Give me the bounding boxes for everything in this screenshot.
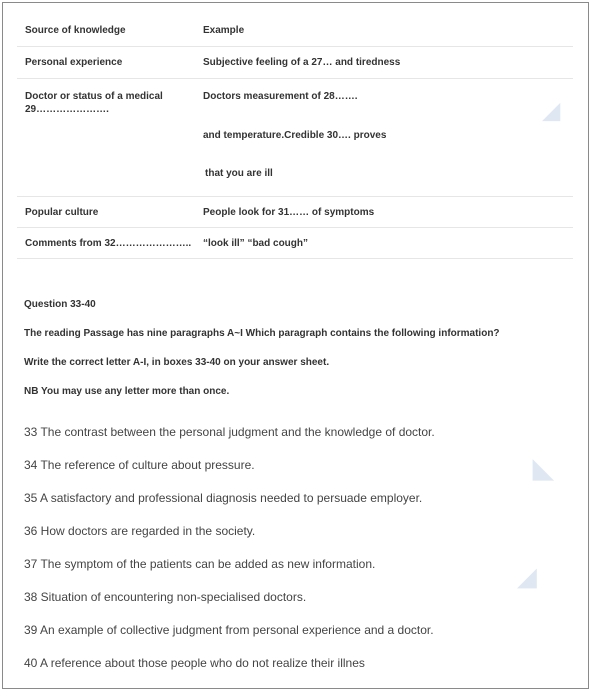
table-cell [17, 91, 203, 115]
list-item: 33 The contrast between the personal judgment and the knowledge of doctor. [24, 425, 435, 439]
list-item: 40 A reference about those people who do not realize their illnes [24, 656, 365, 670]
table-cell: Popular culture [25, 206, 99, 218]
watermark-logo: ◢ [543, 98, 560, 123]
cell-line: and temperature.Credible 30…. proves [203, 130, 387, 141]
question-instructions [24, 299, 584, 415]
table-row [17, 79, 573, 197]
list-item: 36 How doctors are regarded in the society. [24, 524, 256, 538]
table-row [17, 47, 573, 79]
cell-line: that you are ill [205, 168, 273, 179]
table-cell: People look for 31…… of symptoms [203, 206, 375, 218]
cell-line: Doctors measurement of 28……. [203, 91, 358, 102]
list-item: 35 A satisfactory and professional diagnosis needed to persuade employer. [24, 491, 423, 505]
instruction-line: Write the correct letter A-I, in boxes 33-40 on your answer sheet. [24, 357, 330, 368]
table-cell [203, 91, 573, 179]
table-cell: Subjective feeling of a 27… and tiredness [203, 57, 401, 68]
table-row [17, 228, 573, 259]
knowledge-table [17, 15, 573, 259]
table-header-source: Source of knowledge [25, 25, 126, 36]
table-cell: “look ill” “bad cough” [203, 237, 308, 249]
gap-29: 29…………………. [25, 104, 109, 115]
question-list [24, 425, 584, 689]
table-row [17, 197, 573, 228]
table-header-row [17, 15, 573, 47]
list-item: 39 An example of collective judgment from personal experience and a doctor. [24, 623, 434, 637]
table-cell: Comments from 32………………….. [25, 237, 192, 249]
question-heading: Question 33-40 [24, 299, 96, 310]
instruction-line: NB You may use any letter more than once. [24, 386, 230, 397]
cell-line: Doctor or status of a medical [25, 91, 163, 102]
instruction-line: The reading Passage has nine paragraphs A~I Which paragraph contains the following information? [24, 328, 500, 339]
watermark-logo: ◣ [533, 453, 553, 483]
list-item: 34 The reference of culture about pressure. [24, 458, 255, 472]
watermark-logo: ◢ [518, 564, 537, 591]
table-header-example: Example [203, 25, 245, 36]
list-item: 37 The symptom of the patients can be added as new information. [24, 557, 376, 571]
document-frame [2, 2, 589, 689]
list-item: 38 Situation of encountering non-specialised doctors. [24, 590, 307, 604]
table-cell: Personal experience [25, 57, 123, 68]
